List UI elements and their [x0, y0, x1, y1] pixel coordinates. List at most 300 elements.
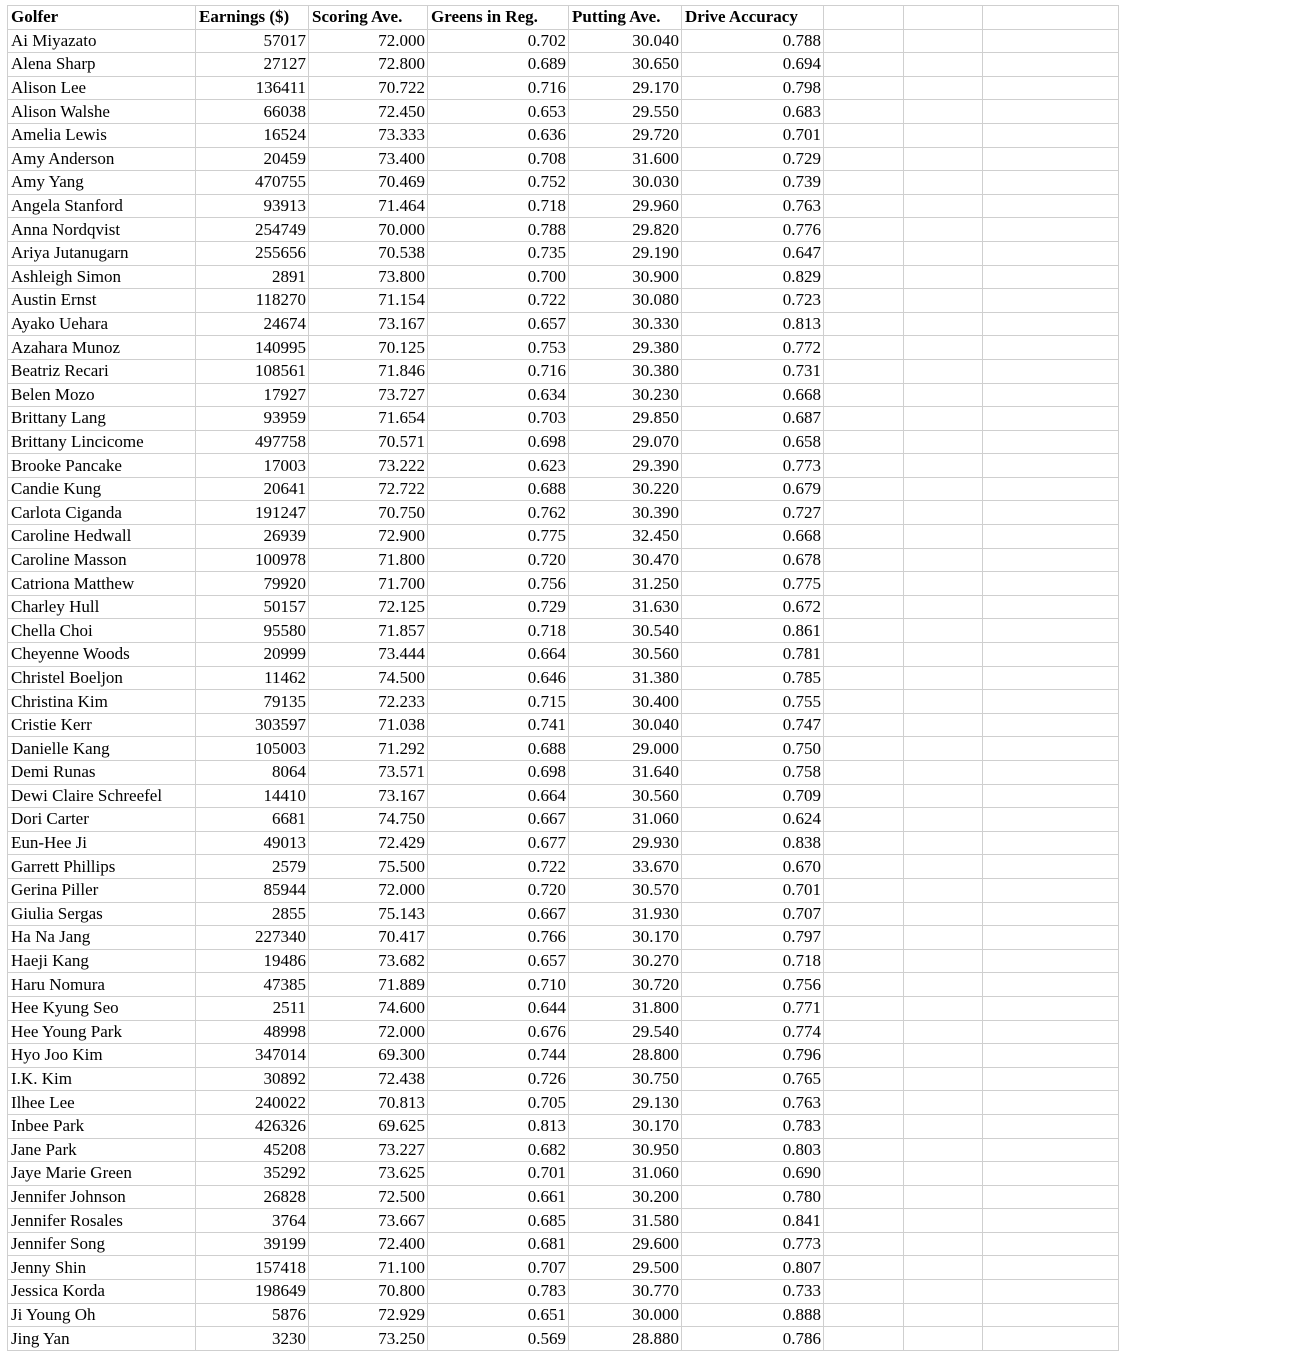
empty-cell[interactable]	[824, 949, 904, 973]
empty-cell[interactable]	[983, 501, 1119, 525]
greens-in-reg-cell[interactable]: 0.689	[428, 53, 569, 77]
empty-cell[interactable]	[983, 336, 1119, 360]
empty-cell[interactable]	[904, 100, 983, 124]
greens-in-reg-cell[interactable]: 0.623	[428, 454, 569, 478]
scoring-ave-cell[interactable]: 70.750	[309, 501, 428, 525]
earnings-cell[interactable]: 24674	[196, 312, 309, 336]
earnings-cell[interactable]: 30892	[196, 1067, 309, 1091]
golfer-cell[interactable]: Jaye Marie Green	[8, 1162, 196, 1186]
putting-ave-cell[interactable]: 31.060	[569, 1162, 682, 1186]
golfer-cell[interactable]: Jing Yan	[8, 1327, 196, 1351]
scoring-ave-cell[interactable]: 70.722	[309, 76, 428, 100]
empty-cell[interactable]	[983, 713, 1119, 737]
earnings-cell[interactable]: 79135	[196, 690, 309, 714]
golfer-cell[interactable]: Inbee Park	[8, 1114, 196, 1138]
drive-accuracy-cell[interactable]: 0.747	[682, 713, 824, 737]
empty-cell[interactable]	[983, 643, 1119, 667]
empty-cell[interactable]	[983, 123, 1119, 147]
putting-ave-cell[interactable]: 29.930	[569, 831, 682, 855]
empty-cell[interactable]	[983, 241, 1119, 265]
putting-ave-cell[interactable]: 29.000	[569, 737, 682, 761]
empty-cell[interactable]	[983, 454, 1119, 478]
empty-cell[interactable]	[983, 1162, 1119, 1186]
greens-in-reg-cell[interactable]: 0.756	[428, 572, 569, 596]
empty-cell[interactable]	[824, 430, 904, 454]
empty-cell[interactable]	[904, 666, 983, 690]
empty-cell[interactable]	[904, 1138, 983, 1162]
scoring-ave-cell[interactable]: 73.625	[309, 1162, 428, 1186]
greens-in-reg-cell[interactable]: 0.741	[428, 713, 569, 737]
greens-in-reg-cell[interactable]: 0.646	[428, 666, 569, 690]
earnings-cell[interactable]: 3764	[196, 1209, 309, 1233]
empty-cell[interactable]	[904, 1020, 983, 1044]
empty-cell[interactable]	[824, 1114, 904, 1138]
empty-cell[interactable]	[904, 1114, 983, 1138]
golfer-cell[interactable]: Caroline Hedwall	[8, 525, 196, 549]
drive-accuracy-cell[interactable]: 0.672	[682, 595, 824, 619]
drive-accuracy-cell[interactable]: 0.772	[682, 336, 824, 360]
earnings-cell[interactable]: 470755	[196, 171, 309, 195]
scoring-ave-cell[interactable]: 72.125	[309, 595, 428, 619]
earnings-cell[interactable]: 347014	[196, 1044, 309, 1068]
scoring-ave-cell[interactable]: 70.571	[309, 430, 428, 454]
empty-cell[interactable]	[904, 289, 983, 313]
empty-cell[interactable]	[983, 949, 1119, 973]
empty-cell[interactable]	[983, 171, 1119, 195]
earnings-cell[interactable]: 497758	[196, 430, 309, 454]
earnings-cell[interactable]: 198649	[196, 1280, 309, 1304]
empty-cell[interactable]	[983, 430, 1119, 454]
empty-cell[interactable]	[824, 123, 904, 147]
golfer-cell[interactable]: Cristie Kerr	[8, 713, 196, 737]
earnings-cell[interactable]: 57017	[196, 29, 309, 53]
greens-in-reg-cell[interactable]: 0.664	[428, 643, 569, 667]
empty-cell[interactable]	[983, 147, 1119, 171]
earnings-cell[interactable]: 254749	[196, 218, 309, 242]
empty-cell[interactable]	[983, 784, 1119, 808]
golfer-cell[interactable]: Jenny Shin	[8, 1256, 196, 1280]
earnings-cell[interactable]: 11462	[196, 666, 309, 690]
empty-cell[interactable]	[904, 690, 983, 714]
empty-cell[interactable]	[904, 1256, 983, 1280]
drive-accuracy-cell[interactable]: 0.763	[682, 1091, 824, 1115]
greens-in-reg-cell[interactable]: 0.657	[428, 312, 569, 336]
empty-cell[interactable]	[824, 454, 904, 478]
putting-ave-cell[interactable]: 30.040	[569, 29, 682, 53]
empty-cell[interactable]	[904, 713, 983, 737]
putting-ave-cell[interactable]: 30.400	[569, 690, 682, 714]
golfer-cell[interactable]: Hee Kyung Seo	[8, 996, 196, 1020]
golfer-cell[interactable]: Ji Young Oh	[8, 1303, 196, 1327]
drive-accuracy-cell[interactable]: 0.803	[682, 1138, 824, 1162]
drive-accuracy-cell[interactable]: 0.718	[682, 949, 824, 973]
golfer-cell[interactable]: I.K. Kim	[8, 1067, 196, 1091]
putting-ave-cell[interactable]: 30.270	[569, 949, 682, 973]
empty-cell[interactable]	[904, 218, 983, 242]
greens-in-reg-cell[interactable]: 0.708	[428, 147, 569, 171]
putting-ave-cell[interactable]: 28.880	[569, 1327, 682, 1351]
drive-accuracy-cell[interactable]: 0.678	[682, 548, 824, 572]
earnings-cell[interactable]: 20459	[196, 147, 309, 171]
empty-cell[interactable]	[824, 1327, 904, 1351]
empty-cell[interactable]	[824, 878, 904, 902]
putting-ave-cell[interactable]: 31.800	[569, 996, 682, 1020]
empty-cell[interactable]	[904, 336, 983, 360]
putting-ave-cell[interactable]: 30.770	[569, 1280, 682, 1304]
empty-cell[interactable]	[904, 454, 983, 478]
scoring-ave-cell[interactable]: 72.000	[309, 29, 428, 53]
empty-cell[interactable]	[824, 855, 904, 879]
drive-accuracy-cell[interactable]: 0.701	[682, 123, 824, 147]
greens-in-reg-cell[interactable]: 0.661	[428, 1185, 569, 1209]
drive-accuracy-cell[interactable]: 0.733	[682, 1280, 824, 1304]
greens-in-reg-cell[interactable]: 0.753	[428, 336, 569, 360]
drive-accuracy-cell[interactable]: 0.838	[682, 831, 824, 855]
empty-cell[interactable]	[983, 1327, 1119, 1351]
header-empty[interactable]	[983, 6, 1119, 30]
earnings-cell[interactable]: 20641	[196, 477, 309, 501]
earnings-cell[interactable]: 66038	[196, 100, 309, 124]
golfer-cell[interactable]: Christina Kim	[8, 690, 196, 714]
header-drive-accuracy[interactable]: Drive Accuracy	[682, 6, 824, 30]
empty-cell[interactable]	[824, 53, 904, 77]
drive-accuracy-cell[interactable]: 0.783	[682, 1114, 824, 1138]
golfer-cell[interactable]: Hee Young Park	[8, 1020, 196, 1044]
putting-ave-cell[interactable]: 31.060	[569, 808, 682, 832]
putting-ave-cell[interactable]: 30.220	[569, 477, 682, 501]
putting-ave-cell[interactable]: 30.330	[569, 312, 682, 336]
greens-in-reg-cell[interactable]: 0.651	[428, 1303, 569, 1327]
empty-cell[interactable]	[824, 713, 904, 737]
empty-cell[interactable]	[983, 855, 1119, 879]
empty-cell[interactable]	[983, 926, 1119, 950]
golfer-cell[interactable]: Charley Hull	[8, 595, 196, 619]
drive-accuracy-cell[interactable]: 0.781	[682, 643, 824, 667]
greens-in-reg-cell[interactable]: 0.700	[428, 265, 569, 289]
greens-in-reg-cell[interactable]: 0.783	[428, 1280, 569, 1304]
greens-in-reg-cell[interactable]: 0.707	[428, 1256, 569, 1280]
empty-cell[interactable]	[824, 336, 904, 360]
greens-in-reg-cell[interactable]: 0.634	[428, 383, 569, 407]
earnings-cell[interactable]: 26828	[196, 1185, 309, 1209]
scoring-ave-cell[interactable]: 70.417	[309, 926, 428, 950]
greens-in-reg-cell[interactable]: 0.664	[428, 784, 569, 808]
scoring-ave-cell[interactable]: 71.292	[309, 737, 428, 761]
putting-ave-cell[interactable]: 30.750	[569, 1067, 682, 1091]
earnings-cell[interactable]: 105003	[196, 737, 309, 761]
earnings-cell[interactable]: 26939	[196, 525, 309, 549]
putting-ave-cell[interactable]: 29.850	[569, 407, 682, 431]
greens-in-reg-cell[interactable]: 0.729	[428, 595, 569, 619]
drive-accuracy-cell[interactable]: 0.647	[682, 241, 824, 265]
empty-cell[interactable]	[904, 619, 983, 643]
putting-ave-cell[interactable]: 29.190	[569, 241, 682, 265]
empty-cell[interactable]	[904, 312, 983, 336]
header-putting-ave[interactable]: Putting Ave.	[569, 6, 682, 30]
drive-accuracy-cell[interactable]: 0.701	[682, 878, 824, 902]
scoring-ave-cell[interactable]: 72.429	[309, 831, 428, 855]
empty-cell[interactable]	[904, 53, 983, 77]
golfer-cell[interactable]: Jennifer Song	[8, 1232, 196, 1256]
putting-ave-cell[interactable]: 31.630	[569, 595, 682, 619]
drive-accuracy-cell[interactable]: 0.785	[682, 666, 824, 690]
empty-cell[interactable]	[983, 477, 1119, 501]
empty-cell[interactable]	[983, 1067, 1119, 1091]
scoring-ave-cell[interactable]: 73.250	[309, 1327, 428, 1351]
greens-in-reg-cell[interactable]: 0.703	[428, 407, 569, 431]
golfer-cell[interactable]: Alison Lee	[8, 76, 196, 100]
empty-cell[interactable]	[824, 1303, 904, 1327]
earnings-cell[interactable]: 140995	[196, 336, 309, 360]
drive-accuracy-cell[interactable]: 0.707	[682, 902, 824, 926]
greens-in-reg-cell[interactable]: 0.722	[428, 289, 569, 313]
empty-cell[interactable]	[824, 666, 904, 690]
empty-cell[interactable]	[904, 1327, 983, 1351]
putting-ave-cell[interactable]: 29.960	[569, 194, 682, 218]
golfer-cell[interactable]: Brooke Pancake	[8, 454, 196, 478]
empty-cell[interactable]	[904, 265, 983, 289]
putting-ave-cell[interactable]: 31.580	[569, 1209, 682, 1233]
putting-ave-cell[interactable]: 29.390	[569, 454, 682, 478]
empty-cell[interactable]	[904, 430, 983, 454]
golfer-cell[interactable]: Gerina Piller	[8, 878, 196, 902]
scoring-ave-cell[interactable]: 69.300	[309, 1044, 428, 1068]
drive-accuracy-cell[interactable]: 0.668	[682, 525, 824, 549]
putting-ave-cell[interactable]: 31.930	[569, 902, 682, 926]
empty-cell[interactable]	[904, 949, 983, 973]
greens-in-reg-cell[interactable]: 0.726	[428, 1067, 569, 1091]
empty-cell[interactable]	[824, 1185, 904, 1209]
greens-in-reg-cell[interactable]: 0.722	[428, 855, 569, 879]
golfer-cell[interactable]: Candie Kung	[8, 477, 196, 501]
golfer-cell[interactable]: Giulia Sergas	[8, 902, 196, 926]
drive-accuracy-cell[interactable]: 0.687	[682, 407, 824, 431]
greens-in-reg-cell[interactable]: 0.705	[428, 1091, 569, 1115]
drive-accuracy-cell[interactable]: 0.797	[682, 926, 824, 950]
scoring-ave-cell[interactable]: 71.100	[309, 1256, 428, 1280]
greens-in-reg-cell[interactable]: 0.677	[428, 831, 569, 855]
drive-accuracy-cell[interactable]: 0.668	[682, 383, 824, 407]
empty-cell[interactable]	[824, 218, 904, 242]
putting-ave-cell[interactable]: 31.250	[569, 572, 682, 596]
putting-ave-cell[interactable]: 30.230	[569, 383, 682, 407]
putting-ave-cell[interactable]: 30.560	[569, 784, 682, 808]
putting-ave-cell[interactable]: 30.000	[569, 1303, 682, 1327]
empty-cell[interactable]	[824, 572, 904, 596]
empty-cell[interactable]	[904, 973, 983, 997]
earnings-cell[interactable]: 35292	[196, 1162, 309, 1186]
empty-cell[interactable]	[824, 477, 904, 501]
drive-accuracy-cell[interactable]: 0.694	[682, 53, 824, 77]
empty-cell[interactable]	[983, 265, 1119, 289]
putting-ave-cell[interactable]: 30.470	[569, 548, 682, 572]
empty-cell[interactable]	[824, 407, 904, 431]
earnings-cell[interactable]: 19486	[196, 949, 309, 973]
earnings-cell[interactable]: 93913	[196, 194, 309, 218]
scoring-ave-cell[interactable]: 70.800	[309, 1280, 428, 1304]
scoring-ave-cell[interactable]: 72.000	[309, 878, 428, 902]
empty-cell[interactable]	[983, 1280, 1119, 1304]
golfer-cell[interactable]: Austin Ernst	[8, 289, 196, 313]
scoring-ave-cell[interactable]: 72.929	[309, 1303, 428, 1327]
putting-ave-cell[interactable]: 30.170	[569, 926, 682, 950]
golfer-cell[interactable]: Jessica Korda	[8, 1280, 196, 1304]
putting-ave-cell[interactable]: 31.380	[569, 666, 682, 690]
drive-accuracy-cell[interactable]: 0.739	[682, 171, 824, 195]
scoring-ave-cell[interactable]: 71.038	[309, 713, 428, 737]
drive-accuracy-cell[interactable]: 0.829	[682, 265, 824, 289]
putting-ave-cell[interactable]: 30.390	[569, 501, 682, 525]
earnings-cell[interactable]: 47385	[196, 973, 309, 997]
golfer-cell[interactable]: Garrett Phillips	[8, 855, 196, 879]
earnings-cell[interactable]: 27127	[196, 53, 309, 77]
drive-accuracy-cell[interactable]: 0.624	[682, 808, 824, 832]
empty-cell[interactable]	[824, 831, 904, 855]
greens-in-reg-cell[interactable]: 0.735	[428, 241, 569, 265]
earnings-cell[interactable]: 191247	[196, 501, 309, 525]
earnings-cell[interactable]: 8064	[196, 761, 309, 785]
empty-cell[interactable]	[824, 595, 904, 619]
scoring-ave-cell[interactable]: 73.571	[309, 761, 428, 785]
drive-accuracy-cell[interactable]: 0.723	[682, 289, 824, 313]
drive-accuracy-cell[interactable]: 0.773	[682, 454, 824, 478]
empty-cell[interactable]	[983, 76, 1119, 100]
empty-cell[interactable]	[983, 383, 1119, 407]
greens-in-reg-cell[interactable]: 0.644	[428, 996, 569, 1020]
drive-accuracy-cell[interactable]: 0.750	[682, 737, 824, 761]
greens-in-reg-cell[interactable]: 0.688	[428, 737, 569, 761]
scoring-ave-cell[interactable]: 73.800	[309, 265, 428, 289]
empty-cell[interactable]	[983, 902, 1119, 926]
empty-cell[interactable]	[904, 1162, 983, 1186]
putting-ave-cell[interactable]: 30.040	[569, 713, 682, 737]
golfer-cell[interactable]: Alison Walshe	[8, 100, 196, 124]
empty-cell[interactable]	[904, 407, 983, 431]
earnings-cell[interactable]: 20999	[196, 643, 309, 667]
drive-accuracy-cell[interactable]: 0.670	[682, 855, 824, 879]
golfer-cell[interactable]: Brittany Lincicome	[8, 430, 196, 454]
empty-cell[interactable]	[824, 1020, 904, 1044]
putting-ave-cell[interactable]: 29.130	[569, 1091, 682, 1115]
empty-cell[interactable]	[824, 171, 904, 195]
scoring-ave-cell[interactable]: 73.227	[309, 1138, 428, 1162]
empty-cell[interactable]	[904, 123, 983, 147]
golfer-cell[interactable]: Alena Sharp	[8, 53, 196, 77]
golfer-cell[interactable]: Ariya Jutanugarn	[8, 241, 196, 265]
scoring-ave-cell[interactable]: 73.167	[309, 312, 428, 336]
golfer-cell[interactable]: Demi Runas	[8, 761, 196, 785]
greens-in-reg-cell[interactable]: 0.715	[428, 690, 569, 714]
golfer-cell[interactable]: Dewi Claire Schreefel	[8, 784, 196, 808]
scoring-ave-cell[interactable]: 71.857	[309, 619, 428, 643]
putting-ave-cell[interactable]: 29.720	[569, 123, 682, 147]
drive-accuracy-cell[interactable]: 0.786	[682, 1327, 824, 1351]
golfer-cell[interactable]: Ha Na Jang	[8, 926, 196, 950]
drive-accuracy-cell[interactable]: 0.679	[682, 477, 824, 501]
golfer-cell[interactable]: Brittany Lang	[8, 407, 196, 431]
greens-in-reg-cell[interactable]: 0.720	[428, 878, 569, 902]
empty-cell[interactable]	[983, 690, 1119, 714]
greens-in-reg-cell[interactable]: 0.653	[428, 100, 569, 124]
scoring-ave-cell[interactable]: 70.538	[309, 241, 428, 265]
scoring-ave-cell[interactable]: 72.438	[309, 1067, 428, 1091]
putting-ave-cell[interactable]: 30.560	[569, 643, 682, 667]
empty-cell[interactable]	[824, 76, 904, 100]
greens-in-reg-cell[interactable]: 0.698	[428, 761, 569, 785]
drive-accuracy-cell[interactable]: 0.776	[682, 218, 824, 242]
empty-cell[interactable]	[983, 289, 1119, 313]
drive-accuracy-cell[interactable]: 0.771	[682, 996, 824, 1020]
empty-cell[interactable]	[904, 878, 983, 902]
putting-ave-cell[interactable]: 30.080	[569, 289, 682, 313]
scoring-ave-cell[interactable]: 70.469	[309, 171, 428, 195]
header-scoring-ave[interactable]: Scoring Ave.	[309, 6, 428, 30]
earnings-cell[interactable]: 2891	[196, 265, 309, 289]
empty-cell[interactable]	[904, 241, 983, 265]
empty-cell[interactable]	[824, 926, 904, 950]
drive-accuracy-cell[interactable]: 0.888	[682, 1303, 824, 1327]
earnings-cell[interactable]: 426326	[196, 1114, 309, 1138]
empty-cell[interactable]	[824, 784, 904, 808]
empty-cell[interactable]	[983, 1138, 1119, 1162]
header-empty[interactable]	[824, 6, 904, 30]
empty-cell[interactable]	[983, 761, 1119, 785]
scoring-ave-cell[interactable]: 73.444	[309, 643, 428, 667]
greens-in-reg-cell[interactable]: 0.775	[428, 525, 569, 549]
empty-cell[interactable]	[824, 359, 904, 383]
empty-cell[interactable]	[824, 1209, 904, 1233]
golfer-cell[interactable]: Caroline Masson	[8, 548, 196, 572]
golfer-cell[interactable]: Eun-Hee Ji	[8, 831, 196, 855]
empty-cell[interactable]	[904, 996, 983, 1020]
empty-cell[interactable]	[904, 1185, 983, 1209]
scoring-ave-cell[interactable]: 73.400	[309, 147, 428, 171]
drive-accuracy-cell[interactable]: 0.861	[682, 619, 824, 643]
scoring-ave-cell[interactable]: 72.400	[309, 1232, 428, 1256]
empty-cell[interactable]	[824, 548, 904, 572]
earnings-cell[interactable]: 2511	[196, 996, 309, 1020]
scoring-ave-cell[interactable]: 73.667	[309, 1209, 428, 1233]
empty-cell[interactable]	[824, 312, 904, 336]
empty-cell[interactable]	[904, 548, 983, 572]
golfer-cell[interactable]: Danielle Kang	[8, 737, 196, 761]
empty-cell[interactable]	[983, 572, 1119, 596]
putting-ave-cell[interactable]: 33.670	[569, 855, 682, 879]
earnings-cell[interactable]: 16524	[196, 123, 309, 147]
putting-ave-cell[interactable]: 30.540	[569, 619, 682, 643]
putting-ave-cell[interactable]: 30.720	[569, 973, 682, 997]
greens-in-reg-cell[interactable]: 0.766	[428, 926, 569, 950]
earnings-cell[interactable]: 2579	[196, 855, 309, 879]
empty-cell[interactable]	[824, 501, 904, 525]
empty-cell[interactable]	[904, 784, 983, 808]
earnings-cell[interactable]: 95580	[196, 619, 309, 643]
scoring-ave-cell[interactable]: 72.722	[309, 477, 428, 501]
empty-cell[interactable]	[824, 1280, 904, 1304]
greens-in-reg-cell[interactable]: 0.752	[428, 171, 569, 195]
greens-in-reg-cell[interactable]: 0.698	[428, 430, 569, 454]
empty-cell[interactable]	[904, 831, 983, 855]
scoring-ave-cell[interactable]: 72.450	[309, 100, 428, 124]
empty-cell[interactable]	[904, 1232, 983, 1256]
empty-cell[interactable]	[904, 477, 983, 501]
drive-accuracy-cell[interactable]: 0.709	[682, 784, 824, 808]
drive-accuracy-cell[interactable]: 0.683	[682, 100, 824, 124]
golfer-cell[interactable]: Dori Carter	[8, 808, 196, 832]
greens-in-reg-cell[interactable]: 0.569	[428, 1327, 569, 1351]
scoring-ave-cell[interactable]: 74.500	[309, 666, 428, 690]
empty-cell[interactable]	[824, 690, 904, 714]
